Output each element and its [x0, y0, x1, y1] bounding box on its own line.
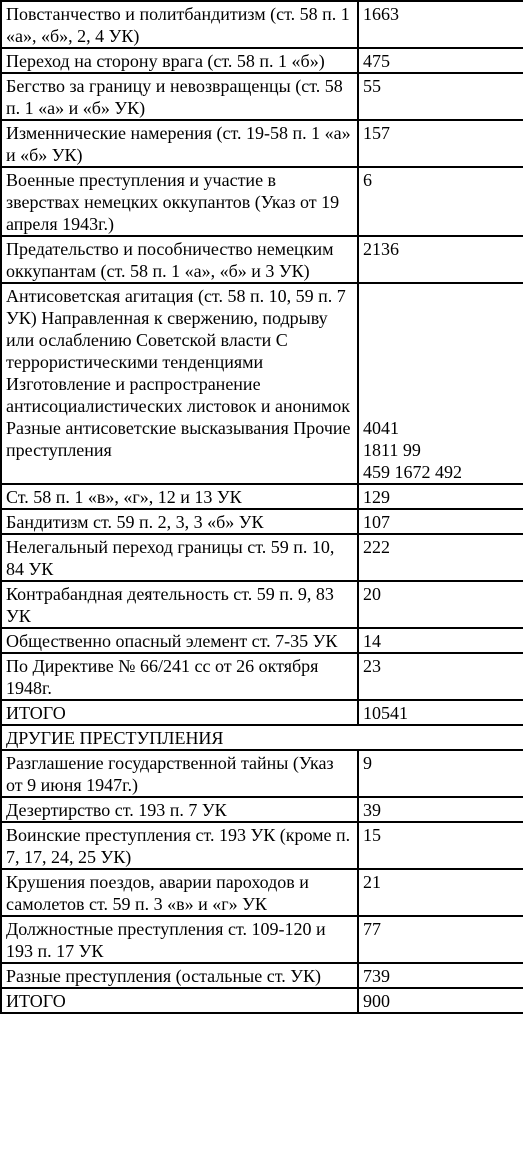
- total-label-cell: ИТОГО: [1, 700, 358, 725]
- crime-label-cell: Воинские преступления ст. 193 УК (кроме п. 7, 17, 24, 25 УК): [1, 822, 358, 869]
- crime-label-cell: Должностные преступления ст. 109-120 и 193 п. 17 УК: [1, 916, 358, 963]
- table-row: [1, 750, 523, 797]
- count-cell: 475: [358, 48, 523, 73]
- section-header-row: [1, 725, 523, 750]
- table-row: [1, 869, 523, 916]
- table-row: [1, 120, 523, 167]
- table-row: [1, 653, 523, 700]
- count-cell: 129: [358, 484, 523, 509]
- crime-label-cell: Ст. 58 п. 1 «в», «г», 12 и 13 УК: [1, 484, 358, 509]
- count-cell: 15: [358, 822, 523, 869]
- crime-label-cell: Переход на сторону врага (ст. 58 п. 1 «б»): [1, 48, 358, 73]
- crime-label-cell: Антисоветская агитация (ст. 58 п. 10, 59 п. 7 УК) Направленная к свержению, подрыву или ослаблению Советской власти С террористическими тенденциями Изготовление и распространение антисоциалистических листовок и анонимок Разные антисоветские высказывания Прочие преступления: [1, 283, 358, 484]
- count-cell: 20: [358, 581, 523, 628]
- count-cell: 55: [358, 73, 523, 120]
- crime-label-cell: Разглашение государственной тайны (Указ от 9 июня 1947г.): [1, 750, 358, 797]
- count-cell: 157: [358, 120, 523, 167]
- table-row: [1, 1, 523, 48]
- section-header-cell: ДРУГИЕ ПРЕСТУПЛЕНИЯ: [1, 725, 523, 750]
- table-row: [1, 48, 523, 73]
- table-row: [1, 916, 523, 963]
- table-row: [1, 484, 523, 509]
- table-row: [1, 822, 523, 869]
- count-cell: 4041 1811 99 459 1672 492: [358, 283, 523, 484]
- table-row: [1, 236, 523, 283]
- table-row: [1, 581, 523, 628]
- count-cell: 39: [358, 797, 523, 822]
- count-cell: 2136: [358, 236, 523, 283]
- table-row: [1, 509, 523, 534]
- table-row: [1, 283, 523, 484]
- count-cell: 739: [358, 963, 523, 988]
- table-row: [1, 73, 523, 120]
- table-row: [1, 534, 523, 581]
- count-cell: 107: [358, 509, 523, 534]
- crime-label-cell: Крушения поездов, аварии пароходов и самолетов ст. 59 п. 3 «в» и «г» УК: [1, 869, 358, 916]
- table-row: [1, 797, 523, 822]
- crime-label-cell: Нелегальный переход границы ст. 59 п. 10, 84 УК: [1, 534, 358, 581]
- table-body: [1, 1, 523, 1013]
- crime-label-cell: Бегство за границу и невозвращенцы (ст. 58 п. 1 «а» и «б» УК): [1, 73, 358, 120]
- count-cell: 21: [358, 869, 523, 916]
- total-row: [1, 700, 523, 725]
- crime-label-cell: По Директиве № 66/241 сс от 26 октября 1948г.: [1, 653, 358, 700]
- table-row: [1, 628, 523, 653]
- crime-label-cell: Изменнические намерения (ст. 19-58 п. 1 «а» и «б» УК): [1, 120, 358, 167]
- crime-label-cell: Бандитизм ст. 59 п. 2, 3, 3 «б» УК: [1, 509, 358, 534]
- crime-label-cell: Предательство и пособничество немецким оккупантам (ст. 58 п. 1 «а», «б» и 3 УК): [1, 236, 358, 283]
- table-row: [1, 963, 523, 988]
- count-cell: 222: [358, 534, 523, 581]
- count-cell: 23: [358, 653, 523, 700]
- count-cell: 1663: [358, 1, 523, 48]
- crime-label-cell: Контрабандная деятельность ст. 59 п. 9, 83 УК: [1, 581, 358, 628]
- crime-label-cell: Дезертирство ст. 193 п. 7 УК: [1, 797, 358, 822]
- crime-label-cell: Военные преступления и участие в зверствах немецких оккупантов (Указ от 19 апреля 1943г.): [1, 167, 358, 236]
- count-cell: 6: [358, 167, 523, 236]
- count-cell: 9: [358, 750, 523, 797]
- count-cell: 77: [358, 916, 523, 963]
- total-count-cell: 900: [358, 988, 523, 1013]
- count-cell: 14: [358, 628, 523, 653]
- crime-label-cell: Повстанчество и политбандитизм (ст. 58 п. 1 «а», «б», 2, 4 УК): [1, 1, 358, 48]
- crime-label-cell: Разные преступления (остальные ст. УК): [1, 963, 358, 988]
- total-row: [1, 988, 523, 1013]
- crime-label-cell: Общественно опасный элемент ст. 7-35 УК: [1, 628, 358, 653]
- total-label-cell: ИТОГО: [1, 988, 358, 1013]
- total-count-cell: 10541: [358, 700, 523, 725]
- table-row: [1, 167, 523, 236]
